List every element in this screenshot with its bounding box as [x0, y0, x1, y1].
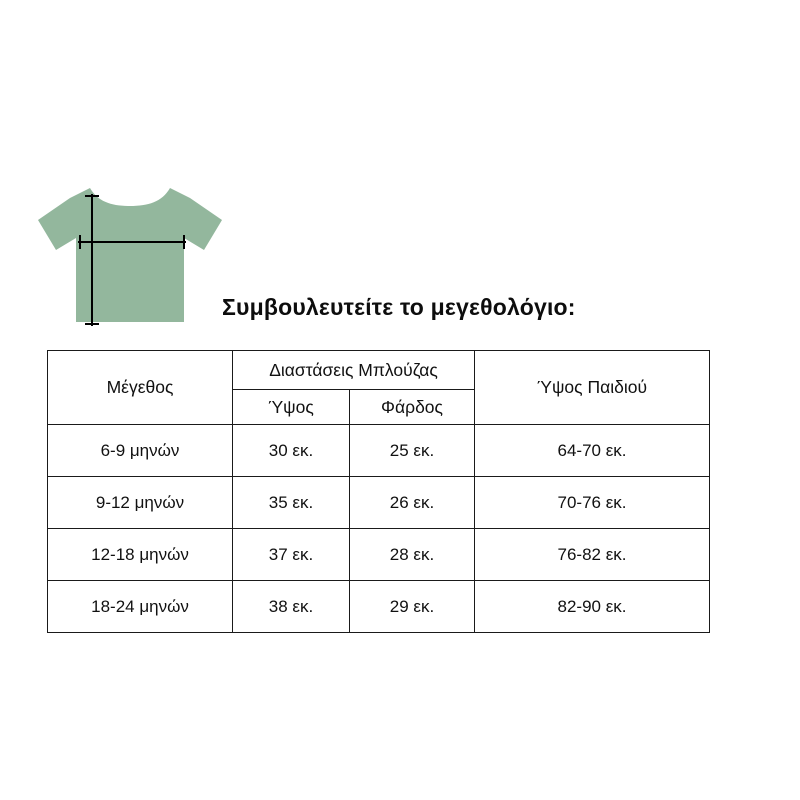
cell-size: 18-24 μηνών	[48, 581, 233, 633]
tshirt-shape	[38, 188, 222, 322]
table-row	[48, 581, 710, 633]
header-garment-width: Φάρδος	[350, 390, 475, 425]
page-title: Συμβουλευτείτε το μεγεθολόγιο:	[222, 294, 576, 320]
header-garment-height: Ύψος	[233, 390, 350, 425]
cell-width: 26 εκ.	[350, 477, 475, 529]
cell-height: 38 εκ.	[233, 581, 350, 633]
size-chart-table	[47, 350, 710, 633]
cell-size: 12-18 μηνών	[48, 529, 233, 581]
cell-width: 29 εκ.	[350, 581, 475, 633]
header-size: Μέγεθος	[48, 351, 233, 425]
tshirt-measure-diagram	[30, 180, 230, 330]
cell-width: 28 εκ.	[350, 529, 475, 581]
table-header-row	[48, 351, 710, 390]
cell-width: 25 εκ.	[350, 425, 475, 477]
cell-child-height: 64-70 εκ.	[475, 425, 710, 477]
cell-child-height: 70-76 εκ.	[475, 477, 710, 529]
header-child-height: Ύψος Παιδιού	[475, 351, 710, 425]
cell-child-height: 82-90 εκ.	[475, 581, 710, 633]
cell-size: 9-12 μηνών	[48, 477, 233, 529]
cell-height: 35 εκ.	[233, 477, 350, 529]
cell-child-height: 76-82 εκ.	[475, 529, 710, 581]
table-row	[48, 425, 710, 477]
cell-height: 37 εκ.	[233, 529, 350, 581]
cell-height: 30 εκ.	[233, 425, 350, 477]
table-row	[48, 529, 710, 581]
table-row	[48, 477, 710, 529]
header-garment-group: Διαστάσεις Μπλούζας	[233, 351, 475, 390]
cell-size: 6-9 μηνών	[48, 425, 233, 477]
